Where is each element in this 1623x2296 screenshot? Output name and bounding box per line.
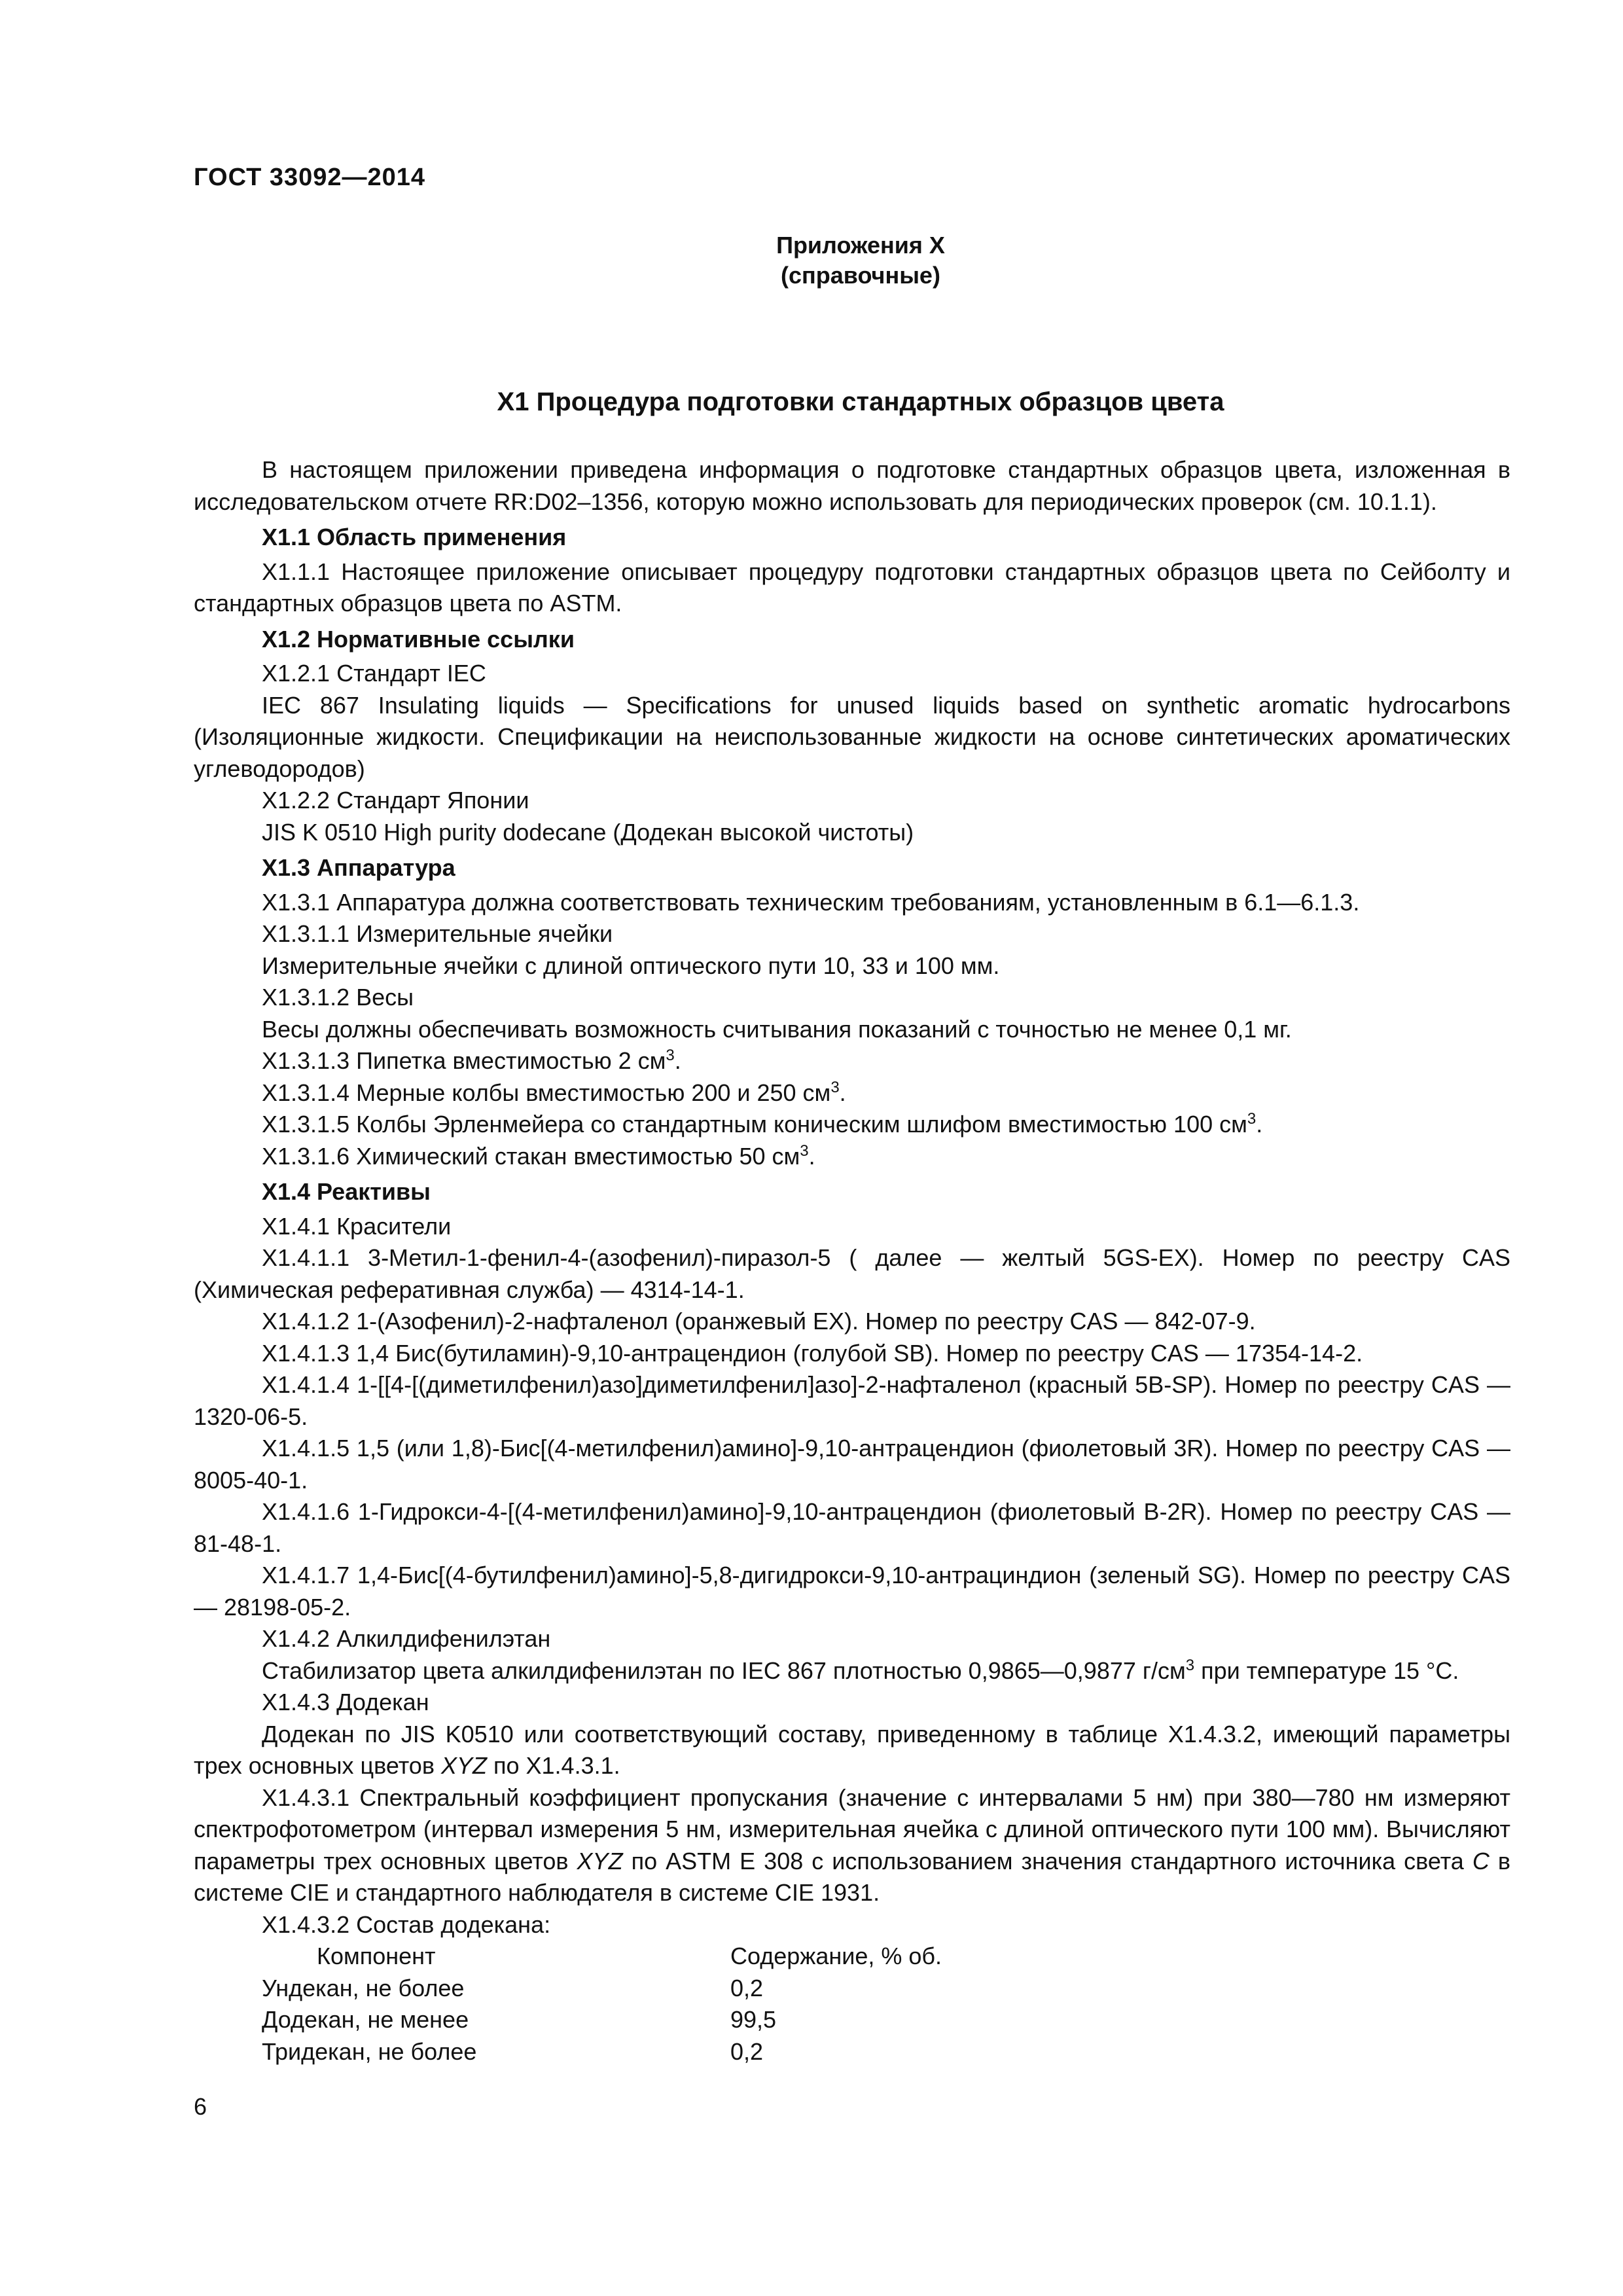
paragraph-text: Х1.3.1.5 Колбы Эрленмейера со стандартным коническим шлифом вместимостью 100 см (262, 1111, 1247, 1138)
italic-term: XYZ (577, 1847, 623, 1874)
table-row (194, 2004, 1510, 2036)
table-header-cell: Компонент (317, 1943, 436, 1969)
paragraph: Х1.3.1.6 Химический стакан вместимостью 50 $см^3$. (262, 1141, 815, 1170)
paragraph: Х1.2.2 Стандарт Японии (262, 787, 529, 814)
subsection-heading: Х1.2 Нормативные ссылки (262, 625, 575, 653)
paragraph: IEC 867 Insulating liquids — Specifications for unused liquids based on synthetic aromatic hydrocarbons (Изоляционные жидкости. Спецификации на неиспользованные жидкости на основе синтетических ароматических углеводородов) (194, 691, 1510, 782)
paragraph-text: Х1.4.3.1 Спектральный коэффициент пропускания (значение с интервалами 5 нм) при 380—780 нм измеряют спектрофотометром (интервал измерения 5 нм, измерительная ячейка с длиной оптического пути 100 мм). Вычисляют параметры трех основных цветов (194, 1784, 1510, 1874)
superscript: 3 (1247, 1110, 1257, 1128)
paragraph: Измерительные ячейки с длиной оптического пути 10, 33 и 100 мм. (262, 952, 1000, 979)
superscript: 3 (1185, 1656, 1195, 1674)
paragraph: Х1.4.1.6 1-Гидрокси-4-[(4-метилфенил)амино]-9,10-антрацендион (фиолетовый B-2R). Номер по реестру CAS — 81-48-1. (194, 1498, 1510, 1557)
paragraph: Х1.2.1 Стандарт IEC (262, 660, 486, 687)
paragraph (194, 1655, 1510, 1687)
paragraph-text: Стабилизатор цвета алкилдифенилэтан по IEC 867 плотностью 0,9865—0,9877 г/см (262, 1657, 1186, 1684)
subsection-heading: Х1.4 Реактивы (262, 1178, 431, 1205)
italic-term: C (1472, 1847, 1489, 1874)
paragraph: Х1.4.1.2 1-(Азофенил)-2-нафталенол (оранжевый EX). Номер по реестру CAS — 842-07-9. (262, 1308, 1256, 1335)
paragraph: Х1.3.1.2 Весы (262, 984, 414, 1011)
paragraph-text: Х1.3.1.6 Химический стакан вместимостью 50 см (262, 1142, 800, 1170)
italic-term: XYZ (440, 1752, 487, 1779)
page-number: 6 (194, 2093, 207, 2120)
paragraph: Х1.3.1 Аппаратура должна соответствовать техническим требованиям, установленным в 6.1—6.1.3. (262, 888, 1360, 916)
paragraph: Х1.4.1.3 1,4 Бис(бутиламин)-9,10-антрацендион (голубой SB). Номер по реестру CAS — 17354-14-2. (262, 1339, 1363, 1367)
paragraph: Х1.3.1.4 Мерные колбы вместимостью 200 и 250 $см^3$. (262, 1078, 846, 1106)
paragraph: Х1.3.1.5 Колбы Эрленмейера со стандартным коническим шлифом вместимостью 100 $см^3$. (262, 1110, 1263, 1138)
table-row (194, 2036, 1510, 2068)
table-header-row (194, 1941, 1510, 1973)
table-cell: 0,2 (730, 2037, 764, 2065)
paragraph: Х1.4.1.5 1,5 (или 1,8)-Бис[(4-метилфенил)амино]-9,10-антрацендион (фиолетовый 3R). Номер по реестру CAS — 8005-40-1. (194, 1435, 1510, 1494)
paragraph (194, 1719, 1510, 1782)
paragraph-text: по Х1.4.3.1. (493, 1752, 620, 1779)
section-title: Х1 Процедура подготовки стандартных образцов цвета (497, 387, 1224, 416)
intro-paragraph: В настоящем приложении приведена информация о подготовке стандартных образцов цвета, изложенная в исследовательском отчете RR:D02–1356, которую можно использовать для периодических проверок (см. 10.1.1). (194, 456, 1510, 515)
paragraph (194, 1782, 1510, 1909)
table-cell: Ундекан, не более (262, 1974, 465, 2001)
table-cell: Додекан, не менее (262, 2006, 469, 2033)
annex-subtitle: (справочные) (781, 262, 940, 289)
paragraph-text: Х1.3.1.3 Пипетка вместимостью 2 см (262, 1047, 666, 1074)
table-cell: 0,2 (730, 1974, 764, 2001)
paragraph-text: при температуре 15 °C. (1201, 1657, 1459, 1684)
paragraph: Х1.4.2 Алкилдифенилэтан (262, 1625, 551, 1652)
paragraph: Х1.1.1 Настоящее приложение описывает процедуру подготовки стандартных образцов цвета по Сейболту и стандартных образцов цвета по ASTM. (194, 558, 1510, 617)
paragraph-text: Х1.3.1.4 Мерные колбы вместимостью 200 и 250 см (262, 1079, 831, 1106)
paragraph-text: Додекан по JIS K0510 или соответствующий составу, приведенному в таблице Х1.4.3.2, имеющий параметры трех основных цветов (194, 1720, 1510, 1779)
subsection-heading: Х1.3 Аппаратура (262, 854, 455, 881)
paragraph: Х1.4.1.7 1,4-Бис[(4-бутилфенил)амино]-5,8-дигидрокси-9,10-антрациндион (зеленый SG). Номер по реестру CAS — 28198-05-2. (194, 1562, 1510, 1621)
table-cell: Тридекан, не более (262, 2037, 477, 2065)
composition-table (194, 1941, 1510, 2068)
paragraph: Х1.4.1 Красители (262, 1212, 452, 1240)
paragraph: Х1.4.3.2 Состав додекана: (262, 1910, 551, 1938)
paragraph: Х1.3.1.1 Измерительные ячейки (262, 920, 613, 947)
superscript: 3 (800, 1141, 809, 1160)
paragraph-text: по ASTM E 308 с использованием значения стандартного источника света (631, 1847, 1464, 1874)
document-body (194, 454, 1510, 2068)
document-header: ГОСТ 33092—2014 (194, 164, 426, 191)
table-cell: 99,5 (730, 2006, 777, 2033)
superscript: 3 (666, 1047, 675, 1064)
table-header-cell: Содержание, % об. (730, 1943, 942, 1969)
table-row (194, 1973, 1510, 2005)
superscript: 3 (830, 1078, 840, 1096)
annex-heading (0, 230, 1623, 291)
paragraph-text: в системе CIE и стандартного наблюдателя в системе CIE 1931. (194, 1847, 1511, 1906)
paragraph: Х1.4.3 Додекан (262, 1689, 429, 1715)
paragraph: Х1.3.1.3 Пипетка вместимостью 2 $см^3$. (262, 1047, 681, 1074)
paragraph: Х1.4.1.4 1-[[4-[(диметилфенил)азо]диметилфенил]азо]-2-нафталенол (красный 5B-SP). Номер по реестру CAS — 1320-06-5. (194, 1371, 1510, 1430)
paragraph: JIS K 0510 High purity dodecane (Додекан высокой чистоты) (262, 818, 914, 846)
paragraph: Х1.4.1.1 3-Метил-1-фенил-4-(азофенил)-пиразол-5 ( далее — желтый 5GS-EX). Номер по реестру CAS (Химическая реферативная служба) — 4314-14-1. (194, 1244, 1510, 1303)
subsection-heading: Х1.1 Область применения (262, 524, 567, 550)
annex-title: Приложения Х (776, 232, 945, 259)
paragraph: Весы должны обеспечивать возможность считывания показаний с точностью не менее 0,1 мг. (262, 1015, 1292, 1043)
